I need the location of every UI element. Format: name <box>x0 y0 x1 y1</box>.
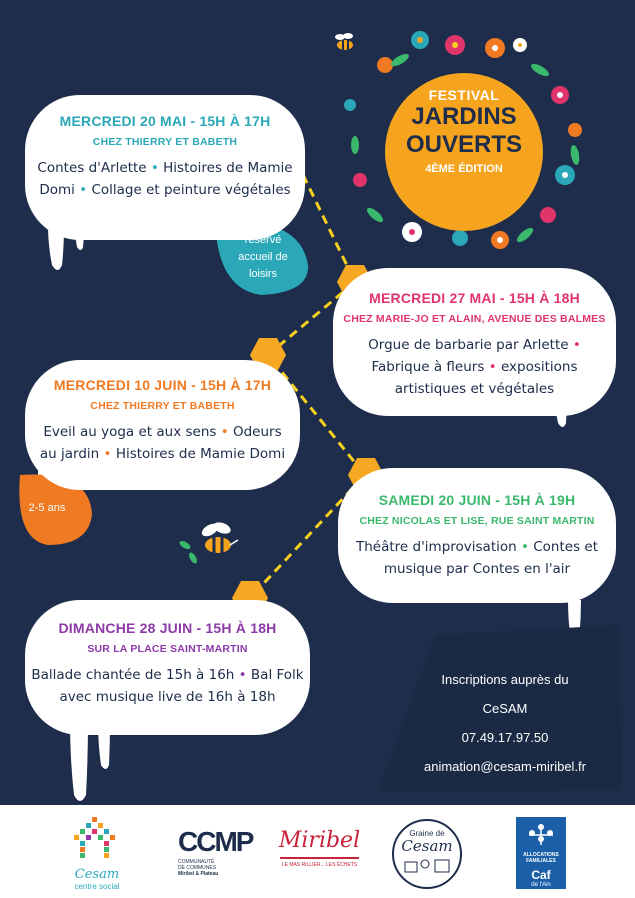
miribel-name: Miribel <box>278 828 361 853</box>
ccmp-sub1: COMMUNAUTÉ <box>178 859 215 865</box>
age-badge: 2-5 ans <box>28 502 66 514</box>
event-date: MERCREDI 20 MAI - 15H À 17H <box>59 113 271 129</box>
garden-icon <box>397 854 457 876</box>
festival-edition: 4ÈME ÉDITION <box>425 163 503 175</box>
event-card-27-mai <box>333 268 616 416</box>
partner-logos <box>0 805 635 898</box>
festival-title-line2: OUVERTS <box>405 131 522 158</box>
caf-people-icon <box>523 821 559 847</box>
event-place: SUR LA PLACE SAINT-MARTIN <box>87 643 248 655</box>
festival-label: FESTIVAL <box>428 87 500 103</box>
cesam-name: Cesam <box>74 867 120 882</box>
event-place: CHEZ MARIE-JO ET ALAIN, AVENUE DES BALMES <box>343 313 606 325</box>
ccmp-logo <box>178 827 253 887</box>
miribel-logo <box>272 827 367 882</box>
cesam-subtitle: centre social <box>74 882 120 891</box>
event-date: DIMANCHE 28 JUIN - 15H À 18H <box>58 620 277 636</box>
event-place: CHEZ THIERRY ET BABETH <box>92 136 238 148</box>
caf-line2: FAMILIALES <box>526 858 556 864</box>
bee-icon <box>200 520 238 553</box>
contact-email[interactable]: animation@cesam-miribel.fr <box>423 759 587 774</box>
ccmp-sub2: DE COMMUNES <box>178 865 217 871</box>
ccmp-name: CCMP <box>178 826 253 857</box>
graine-name: Cesam <box>401 837 453 855</box>
event-description: Contes d'Arlette • Histoires de Mamie Domi • Collage et peinture végétales <box>37 160 293 198</box>
cesam-mosaic-icon <box>62 813 132 868</box>
contact-line2: CeSAM <box>482 701 528 716</box>
festival-badge <box>385 73 543 231</box>
event-card-20-mai <box>25 95 305 240</box>
event-date: MERCREDI 27 MAI - 15H À 18H <box>369 290 580 306</box>
festival-title-line1: JARDINS <box>411 103 517 130</box>
bee-icon <box>335 33 353 50</box>
caf-logo <box>516 817 566 889</box>
reserved-badge: réservé accueil de loisirs <box>238 234 288 280</box>
graine-top: Graine de <box>409 829 445 838</box>
event-description: Orgue de barbarie par Arlette • Fabrique à fleurs • expositions artistiques et végétales <box>368 337 581 397</box>
caf-line3: Caf <box>531 868 551 882</box>
graine-de-cesam-logo <box>388 819 466 889</box>
contact-line1: Inscriptions auprès du <box>441 672 569 687</box>
event-description: Eveil au yoga et aux sens • Odeurs au jardin • Histoires de Mamie Domi <box>39 424 286 462</box>
event-place: CHEZ THIERRY ET BABETH <box>90 400 235 412</box>
contact-phone[interactable]: 07.49.17.97.50 <box>461 730 549 745</box>
event-card-28-juin <box>25 600 310 735</box>
ccmp-sub3: Miribel & Plateau <box>178 871 219 877</box>
event-date: MERCREDI 10 JUIN - 15H À 17H <box>53 377 272 393</box>
miribel-subtitle: LE MAS RILLIER... LES ÉCHETS <box>281 862 358 868</box>
contact-info <box>395 665 615 781</box>
event-date: SAMEDI 20 JUIN - 15H À 19H <box>378 492 576 508</box>
event-card-10-juin <box>25 360 300 490</box>
caf-line4: de l'Ain <box>531 882 551 888</box>
event-place: CHEZ NICOLAS ET LISE, RUE SAINT MARTIN <box>359 515 595 527</box>
event-card-20-juin <box>338 468 616 603</box>
caf-line1: ALLOCATIONS <box>523 852 559 858</box>
cesam-logo <box>62 813 132 891</box>
event-description: Théâtre d'improvisation • Contes et musique par Contes en l'air <box>355 539 599 577</box>
event-description: Ballade chantée de 15h à 16h • Bal Folk avec musique live de 16h à 18h <box>31 667 304 705</box>
